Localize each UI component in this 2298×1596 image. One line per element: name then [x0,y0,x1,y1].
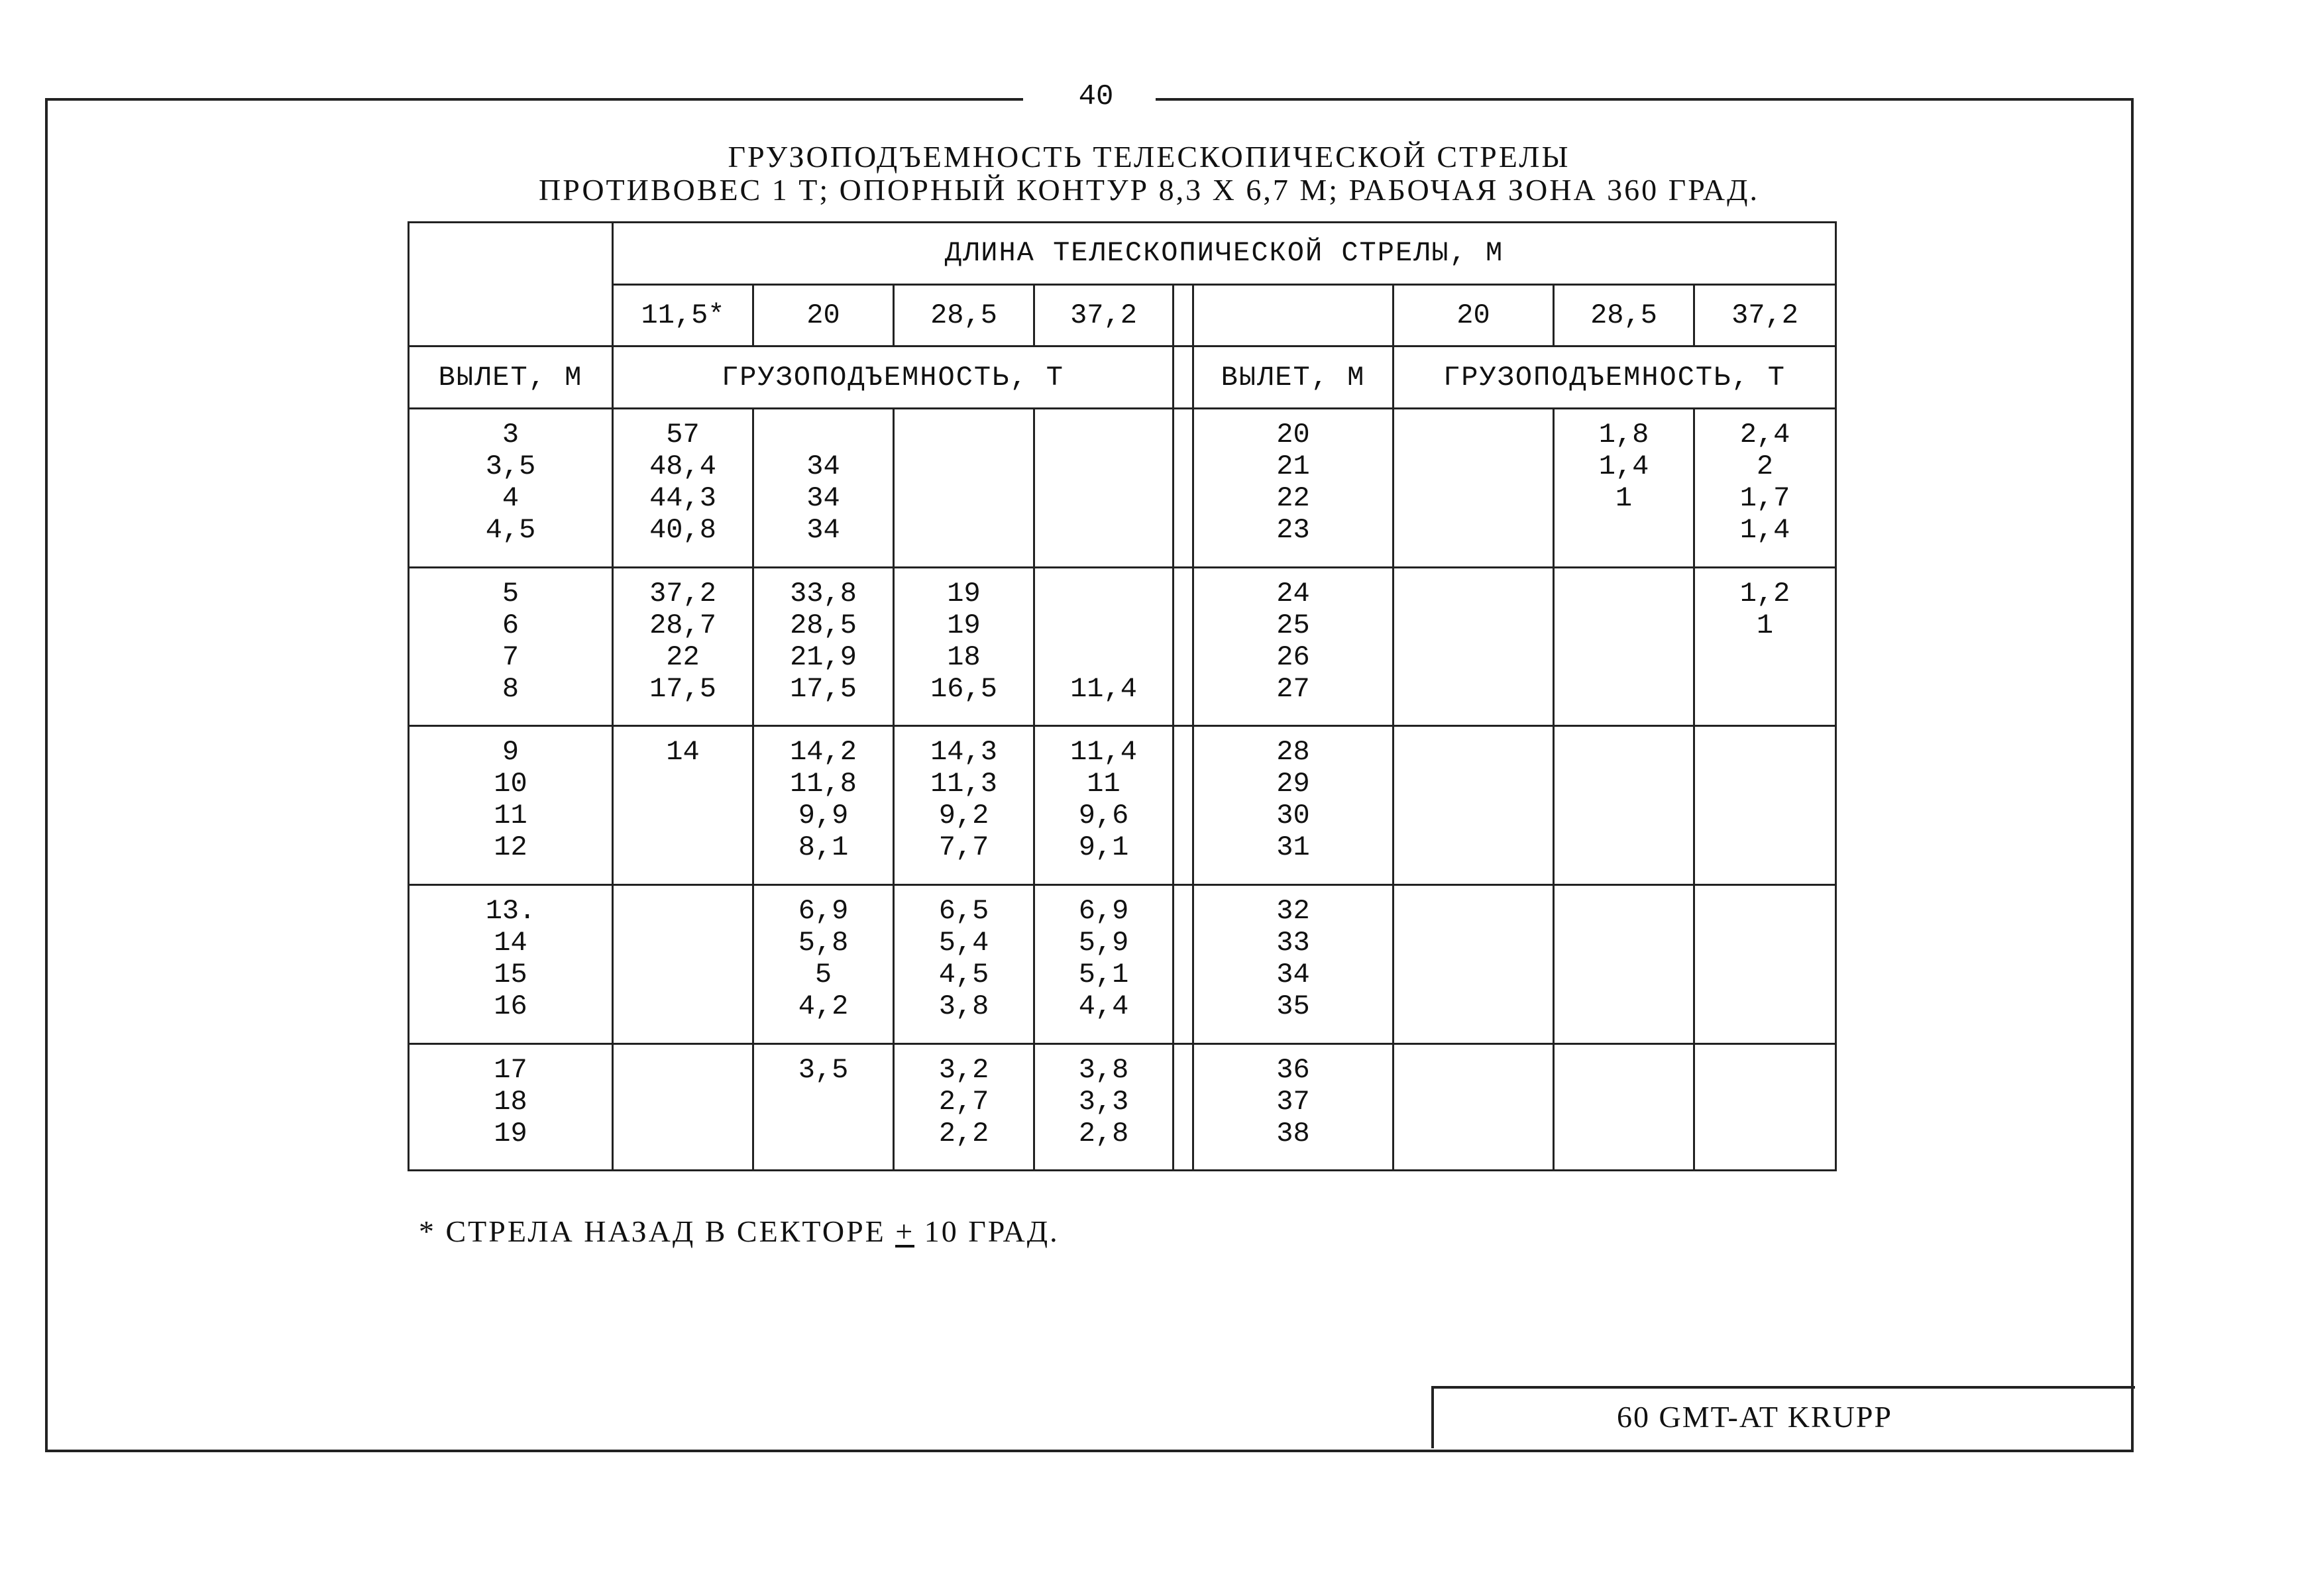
capacity-cell [1394,408,1554,567]
capacity-cell: 1,8 1,4 1 [1554,408,1694,567]
length-header-cell: 28,5 [1554,284,1694,346]
capacity-cell: 11,4 11 9,6 9,1 [1034,726,1174,885]
capacity-cell: 11,4 [1034,567,1174,726]
table-row [409,884,1836,1043]
title-line-1: ГРУЗОПОДЪЕМНОСТЬ ТЕЛЕСКОПИЧЕСКОЙ СТРЕЛЫ [728,140,1570,174]
title-line-2: ПРОТИВОВЕС 1 Т; ОПОРНЫЙ КОНТУР 8,3 Х 6,7 М; РАБОЧАЯ ЗОНА 360 ГРАД. [538,173,1760,207]
boom-length-header: ДЛИНА ТЕЛЕСКОПИЧЕСКОЙ СТРЕЛЫ, М [613,223,1836,285]
capacity-cell [1394,884,1554,1043]
capacity-cell [1694,726,1836,885]
length-header-cell: 20 [1394,284,1554,346]
reach-cell: 24 25 26 27 [1193,567,1394,726]
capacity-cell: 6,5 5,4 4,5 3,8 [894,884,1034,1043]
capacity-label-left: ГРУЗОПОДЪЕМНОСТЬ, Т [613,346,1174,409]
reach-cell: 5 6 7 8 [409,567,613,726]
divider-gap [1174,884,1193,1043]
page-number: 40 [1050,74,1142,119]
length-header-cell: 28,5 [894,284,1034,346]
reach-cell: 3 3,5 4 4,5 [409,408,613,567]
capacity-cell: 34 34 34 [753,408,894,567]
capacity-cell: 19 19 18 16,5 [894,567,1034,726]
reach-cell: 32 33 34 35 [1193,884,1394,1043]
capacity-cell [1394,1043,1554,1170]
divider-gap [1174,726,1193,885]
reach-cell: 28 29 30 31 [1193,726,1394,885]
corner-cell [409,223,613,346]
length-header-cell: 20 [753,284,894,346]
length-header-cell: 37,2 [1694,284,1836,346]
table-row [409,408,1836,567]
capacity-cell [613,884,753,1043]
capacity-cell: 37,2 28,7 22 17,5 [613,567,753,726]
capacity-cell: 57 48,4 44,3 40,8 [613,408,753,567]
capacity-cell: 14,3 11,3 9,2 7,7 [894,726,1034,885]
length-header-cell: 11,5* [613,284,753,346]
reach-label-left: ВЫЛЕТ, М [409,346,613,409]
footnote [419,1214,1060,1249]
reach-cell: 36 37 38 [1193,1043,1394,1170]
capacity-cell: 14,2 11,8 9,9 8,1 [753,726,894,885]
reach-cell: 17 18 19 [409,1043,613,1170]
capacity-cell: 3,8 3,3 2,8 [1034,1043,1174,1170]
capacity-cell: 14 [613,726,753,885]
capacity-cell [1694,884,1836,1043]
divider-gap [1174,1043,1193,1170]
table-row [409,567,1836,726]
capacity-cell [1034,408,1174,567]
footnote-text: * СТРЕЛА НАЗАД В СЕКТОРЕ [419,1214,896,1248]
table-row [409,1043,1836,1170]
document-code: 60 GMT-AT KRUPP [1617,1400,1892,1434]
capacity-cell [1554,1043,1694,1170]
capacity-cell [613,1043,753,1170]
reach-cell: 13. 14 15 16 [409,884,613,1043]
length-header-cell: 37,2 [1034,284,1174,346]
capacity-cell: 3,2 2,7 2,2 [894,1043,1034,1170]
reach-label-right: ВЫЛЕТ, М [1193,346,1394,409]
reach-cell: 9 10 11 12 [409,726,613,885]
capacity-cell: 6,9 5,8 5 4,2 [753,884,894,1043]
capacity-label-right: ГРУЗОПОДЪЕМНОСТЬ, Т [1394,346,1836,409]
divider-gap [1174,408,1193,567]
capacity-cell [894,408,1034,567]
capacity-cell [1394,567,1554,726]
capacity-cell [1554,567,1694,726]
divider-gap [1174,284,1193,346]
divider-gap [1174,346,1193,409]
divider-gap [1174,567,1193,726]
table-row [409,726,1836,885]
footnote-text-end: 10 ГРАД. [914,1214,1060,1248]
capacity-cell: 33,8 28,5 21,9 17,5 [753,567,894,726]
capacity-cell: 2,4 2 1,7 1,4 [1694,408,1836,567]
load-capacity-table [408,221,1837,1171]
capacity-cell [1554,884,1694,1043]
capacity-cell [1694,1043,1836,1170]
empty-header-cell [1193,284,1394,346]
capacity-cell [1554,726,1694,885]
plus-minus-symbol: + [895,1214,915,1248]
capacity-cell [1394,726,1554,885]
capacity-cell: 3,5 [753,1043,894,1170]
reach-cell: 20 21 22 23 [1193,408,1394,567]
capacity-cell: 1,2 1 [1694,567,1836,726]
capacity-cell: 6,9 5,9 5,1 4,4 [1034,884,1174,1043]
